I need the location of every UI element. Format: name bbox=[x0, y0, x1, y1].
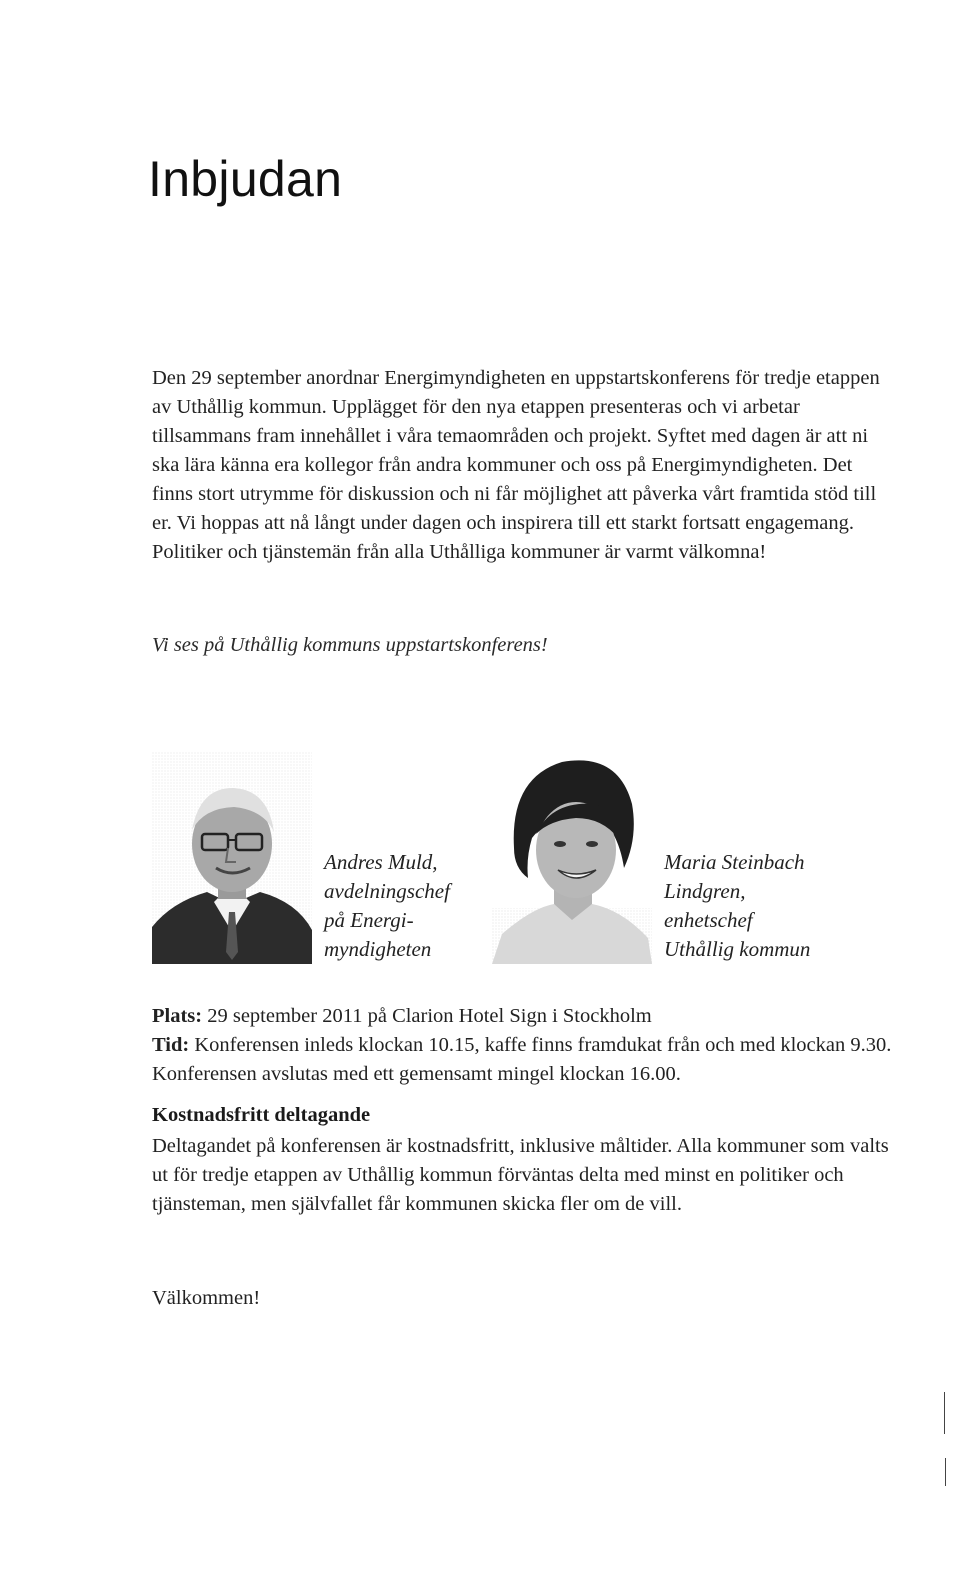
portrait-man-image bbox=[152, 752, 312, 964]
closing-line: Välkommen! bbox=[152, 1287, 261, 1309]
speaker-photo-andres-muld bbox=[152, 752, 312, 964]
cost-section-heading: Kostnadsfritt deltagande bbox=[152, 1104, 371, 1126]
caption-line: avdelningschef bbox=[324, 879, 450, 903]
caption-line: Andres Muld, bbox=[324, 850, 438, 874]
time-label: Tid: bbox=[152, 1034, 190, 1056]
caption-line: myndigheten bbox=[324, 937, 432, 961]
cost-section-body: Deltagandet på konferensen är kostnadsfritt, inklusive måltider. Alla kommuner som valts ut för tredje etappen av Uthållig kommun förväntas delta med minst en politiker och tjänsteman, men självfallet får kommunen skicka fler om de vill. bbox=[152, 1135, 889, 1215]
speaker-photo-maria-steinbach-lindgren bbox=[492, 748, 652, 964]
intro-paragraph: Den 29 september anordnar Energimyndigheten en uppstartskonferens för tredje etappen av Uthållig kommun. Upplägget för den nya etappen presenteras och vi arbetar tillsammans fram innehållet i våra temaområden och projekt. Syftet med dagen är att ni ska lära känna era kollegor från andra kommuner och oss på Energimyndigheten. Det finns stort utrymme för diskussion och ni får möjlighet att påverka vårt framtida stöd till er. Vi hoppas att nå långt under dagen och inspirera till ett starkt fortsatt engagemang. Politiker och tjänstemän från alla Uthålliga kommuner är varmt välkomna! bbox=[152, 367, 880, 563]
place-label: Plats: bbox=[152, 1005, 203, 1027]
caption-line: Maria Steinbach bbox=[664, 850, 805, 874]
time-row bbox=[152, 1031, 892, 1089]
event-details bbox=[152, 1002, 892, 1089]
page-title: Inbjudan bbox=[148, 151, 343, 207]
caption-line: enhetschef bbox=[664, 908, 753, 932]
portrait-woman-image bbox=[492, 748, 652, 964]
speaker-caption-maria-steinbach-lindgren bbox=[664, 848, 810, 964]
time-value: Konferensen inleds klockan 10.15, kaffe finns framdukat från och med klockan 9.30. Konferensen avslutas med ett gemensamt mingel klockan 16.00. bbox=[152, 1034, 892, 1085]
caption-line: på Energi- bbox=[324, 908, 414, 932]
greeting-line: Vi ses på Uthållig kommuns uppstartskonferens! bbox=[152, 634, 548, 656]
place-row bbox=[152, 1002, 892, 1031]
caption-line: Uthållig kommun bbox=[664, 937, 811, 961]
place-value: 29 september 2011 på Clarion Hotel Sign i Stockholm bbox=[207, 1005, 652, 1027]
speaker-caption-andres-muld bbox=[324, 848, 450, 964]
caption-line: Lindgren, bbox=[664, 879, 746, 903]
scan-edge-mark bbox=[945, 1458, 946, 1486]
scan-edge-mark bbox=[944, 1392, 945, 1434]
